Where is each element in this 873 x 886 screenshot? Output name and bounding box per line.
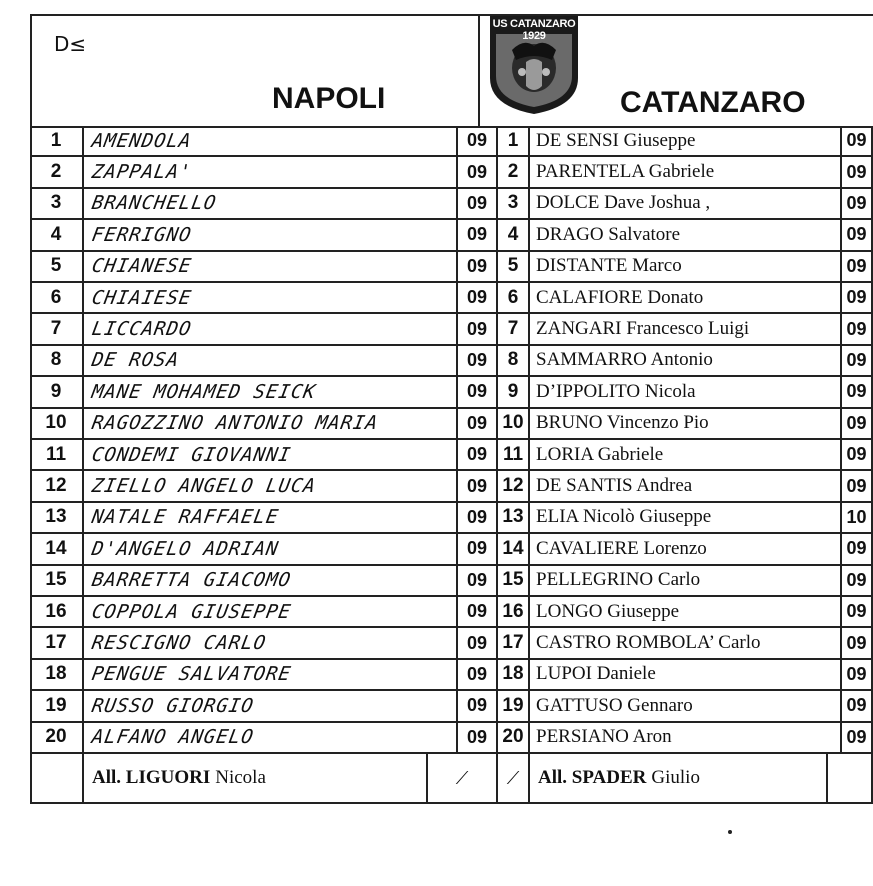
away-number: 14 [502,537,524,559]
home-player-code-cell [458,660,498,691]
home-number: 10 [45,412,67,434]
home-player-code: 09 [466,475,488,496]
home-number: 3 [50,192,62,214]
home-player-name-cell [84,723,458,754]
away-number: 1 [507,129,519,151]
away-player-code-cell [842,660,873,691]
home-player-code: 09 [466,632,488,653]
table-row [30,189,873,220]
away-number: 11 [502,443,524,465]
home-player-code-cell [458,503,498,534]
away-number: 3 [507,192,519,214]
away-player-name-cell [530,471,842,502]
home-player-name: CHIANESE [90,255,194,278]
away-player-name: DE SANTIS Andrea [536,475,693,497]
table-row [30,126,873,157]
away-number-cell [498,409,530,440]
home-player-name-cell [84,220,458,251]
away-player-code: 09 [846,632,867,653]
away-player-name: ELIA Nicolò Giuseppe [536,506,712,528]
home-player-name: DE ROSA [90,349,182,372]
home-number: 19 [45,694,67,716]
home-player-code-cell [458,440,498,471]
away-coach-cell [530,754,828,804]
home-player-code: 09 [466,538,488,559]
away-number: 5 [507,255,519,277]
away-number-cell [498,157,530,188]
away-player-name: PARENTELA Gabriele [536,161,715,183]
table-row [30,597,873,628]
away-player-name-cell [530,283,842,314]
home-player-name-cell [84,252,458,283]
home-number-cell [30,314,84,345]
home-header-box [30,14,480,128]
away-number: 16 [502,600,524,622]
away-player-code-cell [842,126,873,157]
home-player-code-cell [458,283,498,314]
home-number: 16 [45,600,67,622]
away-player-name-cell [530,566,842,597]
home-player-name: BRANCHELLO [90,192,219,215]
away-player-code-cell [842,566,873,597]
away-number: 17 [502,632,524,654]
home-player-name-cell [84,503,458,534]
away-player-name: ZANGARI Francesco Luigi [536,318,750,340]
home-player-code: 09 [466,444,488,465]
home-player-name: ZIELLO ANGELO LUCA [90,475,318,498]
away-player-name-cell [530,723,842,754]
home-player-name: RESCIGNO CARLO [90,632,269,655]
home-number-cell [30,471,84,502]
away-player-name: DRAGO Salvatore [536,223,681,245]
home-number-cell [30,723,84,754]
away-player-code: 09 [846,381,867,402]
home-player-code-cell [458,534,498,565]
away-number-cell [498,252,530,283]
away-coach-mark-cell [498,754,530,804]
coach-row [30,754,873,804]
away-player-code: 09 [846,663,867,684]
away-player-name: DE SENSI Giuseppe [536,129,696,151]
away-number-cell [498,189,530,220]
away-player-code: 09 [846,412,867,433]
home-player-name: FERRIGNO [90,223,194,246]
away-player-code-cell [842,314,873,345]
home-player-name-cell [84,534,458,565]
away-player-name-cell [530,126,842,157]
away-number: 10 [502,412,524,434]
away-player-name-cell [530,597,842,628]
away-player-code: 09 [846,192,867,213]
home-player-name: LICCARDO [90,318,194,341]
away-player-code-cell [842,471,873,502]
home-number-cell [30,628,84,659]
home-number: 7 [50,318,62,340]
home-number: 13 [45,506,67,528]
away-player-code: 09 [846,287,867,308]
home-player-code-cell [458,346,498,377]
away-player-code: 10 [846,506,867,527]
home-number-cell [30,157,84,188]
home-player-code-cell [458,377,498,408]
away-player-name: CASTRO ROMBOLA’ Carlo [536,632,761,654]
home-player-name-cell [84,157,458,188]
home-player-name: PENGUE SALVATORE [90,663,293,686]
away-player-name: DISTANTE Marco [536,255,682,277]
home-player-code: 09 [466,255,488,276]
away-player-name-cell [530,503,842,534]
away-player-name-cell [530,409,842,440]
home-number: 1 [50,129,62,151]
away-player-name: LORIA Gabriele [536,443,664,465]
away-number: 15 [502,569,524,591]
table-row [30,691,873,722]
home-player-name-cell [84,314,458,345]
home-player-code: 09 [466,349,488,370]
home-number: 9 [50,380,62,402]
home-number-cell [30,660,84,691]
away-number-cell [498,566,530,597]
home-number-cell [30,409,84,440]
home-player-name-cell [84,126,458,157]
away-player-name-cell [530,691,842,722]
away-player-name-cell [530,628,842,659]
away-player-code: 09 [846,130,867,151]
away-team-name: CATANZARO [620,86,806,119]
away-number-cell [498,126,530,157]
home-player-code: 09 [466,287,488,308]
home-number: 2 [50,161,62,183]
away-player-name-cell [530,534,842,565]
home-player-code: 09 [466,726,488,747]
away-player-name: BRUNO Vincenzo Pio [536,412,709,434]
home-number-cell [30,189,84,220]
home-player-code: 09 [466,569,488,590]
home-player-code: 09 [466,601,488,622]
home-player-code: 09 [466,412,488,433]
home-player-code: 09 [466,695,488,716]
away-player-code: 09 [846,318,867,339]
away-number-cell [498,346,530,377]
home-coach-surname: All. LIGUORI [92,767,211,788]
home-player-name-cell [84,628,458,659]
table-row [30,628,873,659]
home-player-code-cell [458,157,498,188]
home-number: 18 [45,663,67,685]
away-player-name-cell [530,157,842,188]
home-player-code: 09 [466,192,488,213]
away-player-code-cell [842,283,873,314]
blank-cell [828,754,873,804]
home-player-code: 09 [466,224,488,245]
away-number-cell [498,691,530,722]
home-player-name: D'ANGELO ADRIAN [90,537,281,560]
home-player-name: COPPOLA GIUSEPPE [90,600,293,623]
home-number: 12 [45,475,67,497]
table-row [30,157,873,188]
table-row [30,534,873,565]
away-player-name-cell [530,314,842,345]
away-player-code-cell [842,377,873,408]
away-player-code: 09 [846,224,867,245]
home-number-cell [30,534,84,565]
home-number-cell [30,440,84,471]
home-player-name: BARRETTA GIACOMO [90,569,293,592]
away-player-name-cell [530,346,842,377]
home-player-code: 09 [466,506,488,527]
table-row [30,503,873,534]
home-player-name-cell [84,471,458,502]
home-player-code-cell [458,471,498,502]
away-player-code: 09 [846,349,867,370]
away-number-cell [498,377,530,408]
away-player-name-cell [530,189,842,220]
table-row [30,252,873,283]
home-coach-mark: ⟋ [455,767,469,788]
home-player-code: 09 [466,130,488,151]
home-number-cell [30,503,84,534]
away-player-code-cell [842,534,873,565]
away-player-name-cell [530,660,842,691]
away-number-cell [498,597,530,628]
away-number-cell [498,314,530,345]
table-row [30,377,873,408]
table-row [30,409,873,440]
away-number: 19 [502,694,524,716]
away-player-name-cell [530,377,842,408]
table-row [30,440,873,471]
roster-rows [30,126,873,804]
home-number: 17 [45,632,67,654]
away-player-name: LONGO Giuseppe [536,600,680,622]
home-player-code-cell [458,628,498,659]
away-number-cell [498,660,530,691]
away-number-cell [498,628,530,659]
away-player-name: LUPOI Daniele [536,663,656,685]
away-player-name: PELLEGRINO Carlo [536,569,701,591]
home-team-name: NAPOLI [272,82,386,115]
away-player-name: PERSIANO Aron [536,726,672,748]
away-player-code: 09 [846,695,867,716]
away-player-code-cell [842,409,873,440]
home-player-code-cell [458,220,498,251]
away-player-code-cell [842,723,873,754]
home-player-name: MANE MOHAMED SEICK [90,380,318,403]
away-number: 2 [507,161,519,183]
home-player-name-cell [84,597,458,628]
away-player-code-cell [842,440,873,471]
away-player-code-cell [842,346,873,377]
home-number-cell [30,377,84,408]
home-player-name: RAGOZZINO ANTONIO MARIA [90,412,381,435]
home-player-code-cell [458,252,498,283]
away-coach-first-name: Giulio [651,767,700,788]
home-player-code: 09 [466,161,488,182]
home-player-name-cell [84,283,458,314]
away-player-code: 09 [846,569,867,590]
away-number: 4 [507,223,519,245]
away-player-code-cell [842,597,873,628]
home-number-cell [30,126,84,157]
home-number: 14 [45,537,67,559]
away-player-code: 09 [846,538,867,559]
table-row [30,723,873,754]
home-player-name-cell [84,409,458,440]
table-row [30,346,873,377]
home-player-code-cell [458,409,498,440]
home-number: 6 [50,286,62,308]
away-number: 6 [507,286,519,308]
home-player-name-cell [84,566,458,597]
away-player-code: 09 [846,726,867,747]
away-player-code-cell [842,157,873,188]
away-number: 20 [502,726,524,748]
away-player-code: 09 [846,475,867,496]
away-number-cell [498,440,530,471]
away-player-code-cell [842,189,873,220]
away-number: 13 [502,506,524,528]
table-row [30,314,873,345]
logo-text: US CATANZARO 1929 [492,18,576,42]
home-player-name-cell [84,440,458,471]
home-player-code-cell [458,723,498,754]
home-player-code-cell [458,691,498,722]
home-player-code-cell [458,597,498,628]
home-player-name: NATALE RAFFAELE [90,506,281,529]
away-player-name-cell [530,220,842,251]
stray-mark [728,830,732,834]
away-player-name: CALAFIORE Donato [536,286,704,308]
away-number: 7 [507,318,519,340]
home-player-name-cell [84,346,458,377]
table-row [30,283,873,314]
home-number: 20 [45,726,67,748]
away-player-code-cell [842,503,873,534]
away-player-code-cell [842,252,873,283]
home-number: 15 [45,569,67,591]
away-player-name: D’IPPOLITO Nicola [536,380,696,402]
home-number-cell [30,597,84,628]
away-player-name: CAVALIERE Lorenzo [536,537,707,559]
away-number-cell [498,220,530,251]
away-player-code-cell [842,628,873,659]
catanzaro-crest-icon [486,16,582,114]
away-number: 8 [507,349,519,371]
home-coach-mark-cell [428,754,498,804]
table-row [30,566,873,597]
away-number-cell [498,503,530,534]
away-player-name-cell [530,440,842,471]
home-number: 5 [50,255,62,277]
home-player-name-cell [84,377,458,408]
away-coach-surname: All. SPADER [538,767,647,788]
home-player-name: AMENDOLA [90,129,194,152]
home-player-name: ZAPPALA' [90,161,194,184]
home-number: 4 [50,223,62,245]
home-player-code: 09 [466,381,488,402]
home-number: 11 [45,443,67,465]
home-coach-cell [84,754,428,804]
away-number-cell [498,471,530,502]
home-player-code-cell [458,189,498,220]
home-player-code-cell [458,126,498,157]
ds-mark: D≤ [54,32,87,56]
home-number-cell [30,220,84,251]
away-number: 9 [507,380,519,402]
away-player-code: 09 [846,601,867,622]
table-row [30,471,873,502]
away-player-name-cell [530,252,842,283]
home-player-name-cell [84,189,458,220]
home-player-name: RUSSO GIORGIO [90,694,256,717]
home-player-code: 09 [466,318,488,339]
home-number-cell [30,283,84,314]
away-player-name: GATTUSO Gennaro [536,694,693,716]
home-player-code-cell [458,314,498,345]
away-player-code: 09 [846,444,867,465]
away-player-name: DOLCE Dave Joshua , [536,192,711,214]
away-player-name: SAMMARRO Antonio [536,349,713,371]
home-player-name-cell [84,660,458,691]
home-number-cell [30,346,84,377]
home-coach-first-name: Nicola [215,767,266,788]
away-number-cell [498,723,530,754]
table-row [30,220,873,251]
away-coach-mark: ⟋ [506,767,520,788]
away-player-code-cell [842,691,873,722]
home-number-cell [30,691,84,722]
away-number-cell [498,283,530,314]
away-number-cell [498,534,530,565]
away-player-code: 09 [846,161,867,182]
home-player-code: 09 [466,663,488,684]
table-row [30,660,873,691]
home-player-name-cell [84,691,458,722]
team-sheet [30,14,873,804]
away-player-code: 09 [846,255,867,276]
away-number: 18 [502,663,524,685]
home-player-name: CHIAIESE [90,286,194,309]
away-player-code-cell [842,220,873,251]
home-player-name: ALFANO ANGELO [90,726,256,749]
away-number: 12 [502,475,524,497]
home-number-cell [30,252,84,283]
home-number: 8 [50,349,62,371]
home-player-name: CONDEMI GIOVANNI [90,443,293,466]
blank-cell [30,754,84,804]
home-player-code-cell [458,566,498,597]
home-number-cell [30,566,84,597]
